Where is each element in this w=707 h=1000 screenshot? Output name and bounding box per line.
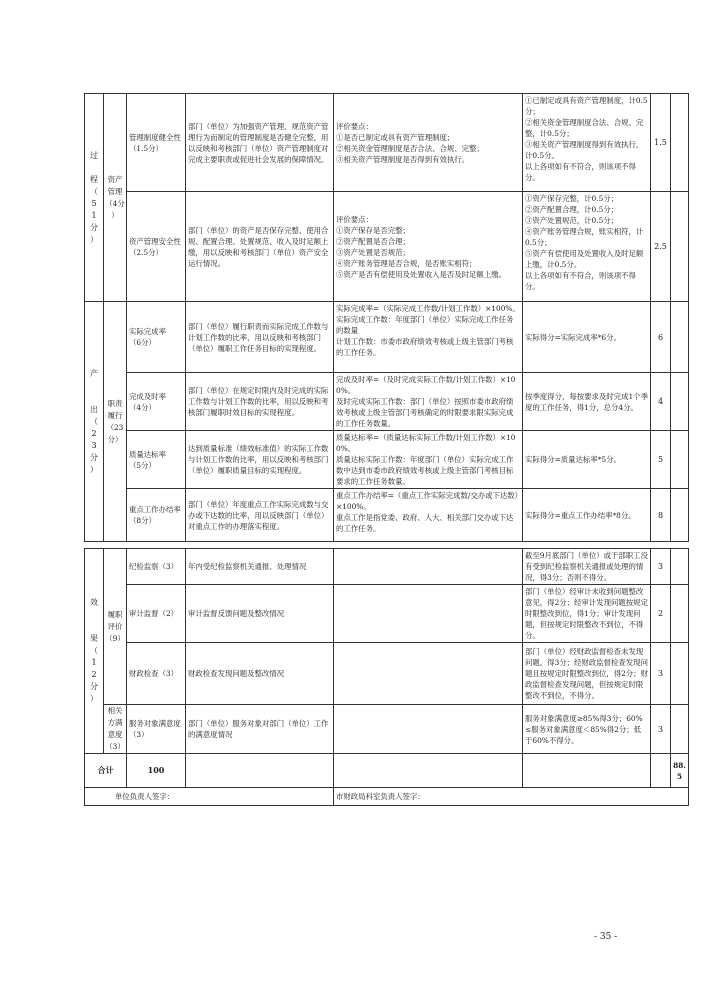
evaluation-points: 完成及时率=（及时完成实际工作数/计划工作数）×100%。 及时完成实际工作数：部门（单位）按照市委市政府绩效考核或上级主管部门考核确定的时限要求限实际完成的工作任务数量。 xyxy=(334,373,523,431)
table-row xyxy=(85,192,689,302)
indicator-description: 部门（单位）履行职责而实际完成工作数与计划工作数的比率，用以反映和考核部门（单位）履职工作任务目标的实现程度。 xyxy=(186,302,334,373)
score: 2.5 xyxy=(651,192,671,302)
finance-signature: 市财政局科室负责人签字： xyxy=(334,788,689,806)
subcategory-duty-evaluation: 履职 评价 （9） xyxy=(104,549,127,705)
subcategory-satisfaction: 相关 方满 意度 （3） xyxy=(104,705,127,754)
empty-cell xyxy=(334,585,523,643)
indicator-name: 完成及时率 （4分） xyxy=(127,373,186,431)
indicator-name: 财政检查（3） xyxy=(127,643,186,705)
empty-cell xyxy=(671,705,689,754)
empty-cell xyxy=(334,549,523,585)
total-row xyxy=(85,754,689,788)
indicator-description: 部门（单位）为加强资产管理、规范资产管理行为而制定的管理制度是否健全完整，用以反映和考核部门（单位）资产管理制度对完成主要职责或促进社会发展的保障情况。 xyxy=(186,94,334,192)
total-points: 100 xyxy=(127,754,186,788)
table-row xyxy=(85,94,689,192)
indicator-name: 纪检监察（3） xyxy=(127,549,186,585)
category-effect: 效 果 （ 1 2 分 ） xyxy=(85,549,104,754)
scoring-rule: 部门（单位）经审计未收到问题整改意见，得2分；经审计发现问题按规定时限整改到位，得1分；审计发现问题，但按规定时限整改不到位，不得分。 xyxy=(523,585,651,643)
evaluation-points: 评价要点： ①资产保存是否完整； ②资产配置是否合理； ③资产处置是否规范； ④资产账务管理是否合规，是否账实相符； ⑤资产是否有偿使用及处置收入是否及时足额上缴。 xyxy=(334,192,523,302)
empty-cell xyxy=(671,373,689,431)
score: 5 xyxy=(651,431,671,489)
scoring-rule: ①已制定或具有资产管理制度，计0.5分； ②相关资金管理制度合法、合规、完整，计0.5分； ③相关资产管理制度得到有效执行，计0.5分。 以上各项如有不符合，则该项不得分。 xyxy=(523,94,651,192)
empty-cell xyxy=(523,754,651,788)
empty-cell xyxy=(334,705,523,754)
scoring-rule: 按季度得分，每按要求及时完成1个季度的工作任务，得1分，总分4分。 xyxy=(523,373,651,431)
table-row xyxy=(85,643,689,705)
table-row xyxy=(85,489,689,542)
scoring-rule: 实际得分=实际完成率*6分。 xyxy=(523,302,651,373)
evaluation-points: 重点工作办结率=（重点工作实际完成数/交办或下达数）×100%。 重点工作是指党委、政府、人大、相关部门交办或下达的工作任务。 xyxy=(334,489,523,542)
score: 8 xyxy=(651,489,671,542)
signature-row xyxy=(85,788,689,806)
empty-cell xyxy=(186,754,334,788)
indicator-description: 达到质量标准（绩效标准值）的实际工作数与计划工作数的比率，用以反映和考核部门（单位）履职质量目标的实现程度。 xyxy=(186,431,334,489)
category-output: 产 出 （ 2 3 分 ） xyxy=(85,302,104,542)
scoring-rule: ①资产保存完整，计0.5分； ②资产配置合理，计0.5分； ③资产处置规范，计0.5分； ④资产账务管理合规，账实相符，计0.5分； ⑤资产有偿使用及处置收入及时足额上缴，计0.5分。 以上各项如有不符合，则该项不得分。 xyxy=(523,192,651,302)
table-row xyxy=(85,549,689,585)
table-row xyxy=(85,373,689,431)
empty-cell xyxy=(671,94,689,192)
empty-cell xyxy=(334,643,523,705)
total-score: 88.5 xyxy=(671,754,689,788)
table-row xyxy=(85,302,689,373)
indicator-name: 服务对象满意度（3） xyxy=(127,705,186,754)
table-row xyxy=(85,431,689,489)
indicator-description: 部门（单位）年度重点工作实际完成数与交办或下达数的比率，用以反映部门（单位）对重点工作的办理落实程度。 xyxy=(186,489,334,542)
evaluation-points: 质量达标率=（质量达标实际工作数/计划工作数）×100%。 质量达标实际工作数：年度部门（单位）实际完成工作数中达到市委市政府绩效考核或上级主管部门考核目标要求的工作任务数量。 xyxy=(334,431,523,489)
indicator-description: 部门（单位）在规定时限内及时完成的实际工作数与计划工作数的比率，用以反映和考核部门履职时效目标的实现程度。 xyxy=(186,373,334,431)
empty-cell xyxy=(671,431,689,489)
scoring-rule: 部门（单位）经财政监督检查未发现问题，得3分；经财政监督检查发现问题且按规定时限整改到位，得2分；财政监督检查发现问题，但按规定时限整改不到位，不得分。 xyxy=(523,643,651,705)
empty-cell xyxy=(651,754,671,788)
subcategory-asset-management: 资产 管理 （4分 ） xyxy=(104,94,127,302)
evaluation-points: 实际完成率=（实际完成工作数/计划工作数）×100%。 实际完成工作数：年度部门（单位）实际完成工作任务的数量 计划工作数：市委市政府绩效考核或上级主管部门考核的工作任务。 xyxy=(334,302,523,373)
scoring-rule: 服务对象满意度≥85%得3分；60%≤服务对象满意度＜85%得2分；低于60%不得分。 xyxy=(523,705,651,754)
scoring-rule: 实际得分=质量达标率*5分。 xyxy=(523,431,651,489)
empty-cell xyxy=(671,489,689,542)
empty-cell xyxy=(671,643,689,705)
indicator-name: 质量达标率 （5分） xyxy=(127,431,186,489)
score: 3 xyxy=(651,705,671,754)
unit-signature: 单位负责人签字： xyxy=(85,788,334,806)
scoring-rule: 实际得分=重点工作办结率*8分。 xyxy=(523,489,651,542)
page-number: - 35 - xyxy=(594,932,618,942)
empty-cell xyxy=(334,754,523,788)
evaluation-table-2 xyxy=(84,548,689,806)
indicator-description: 财政检查发现问题及整改情况 xyxy=(186,643,334,705)
indicator-name: 管理制度健全性 （1.5分） xyxy=(127,94,186,192)
indicator-name: 重点工作办结率 （8分） xyxy=(127,489,186,542)
evaluation-table-1 xyxy=(84,93,689,542)
empty-cell xyxy=(671,192,689,302)
score: 4 xyxy=(651,373,671,431)
indicator-name: 实际完成率 （6分） xyxy=(127,302,186,373)
total-label: 合计 xyxy=(85,754,127,788)
empty-cell xyxy=(671,585,689,643)
indicator-description: 部门（单位）服务对象对部门（单位）工作的满意度情况 xyxy=(186,705,334,754)
indicator-name: 审计监督（2） xyxy=(127,585,186,643)
score: 6 xyxy=(651,302,671,373)
table-row xyxy=(85,585,689,643)
table-row xyxy=(85,705,689,754)
indicator-description: 年内受纪检监察机关通报、处理情况 xyxy=(186,549,334,585)
evaluation-points: 评价要点： ①是否已制定或具有资产管理制度； ②相关资金管理制度是否合法、合规、完整； ③相关资产管理制度是否得到有效执行。 xyxy=(334,94,523,192)
indicator-name: 资产管理安全性 （2.5分） xyxy=(127,192,186,302)
score: 2 xyxy=(651,585,671,643)
subcategory-duty-performance: 职责 履行 （23 分） xyxy=(104,302,127,542)
score: 3 xyxy=(651,549,671,585)
score: 1.5 xyxy=(651,94,671,192)
score: 3 xyxy=(651,643,671,705)
empty-cell xyxy=(671,302,689,373)
category-process: 过 程 （ 5 1 分 ） xyxy=(85,94,104,302)
empty-cell xyxy=(671,549,689,585)
indicator-description: 审计监督反馈问题及整改情况 xyxy=(186,585,334,643)
indicator-description: 部门（单位）的资产是否保存完整、使用合规、配置合理、处置规范、收入及时足额上缴，用以反映和考核部门（单位）资产安全运行情况。 xyxy=(186,192,334,302)
scoring-rule: 截至9月底部门（单位）或干部职工没有受到纪检监察机关通报或处理的情况，得3分；否则不得分。 xyxy=(523,549,651,585)
